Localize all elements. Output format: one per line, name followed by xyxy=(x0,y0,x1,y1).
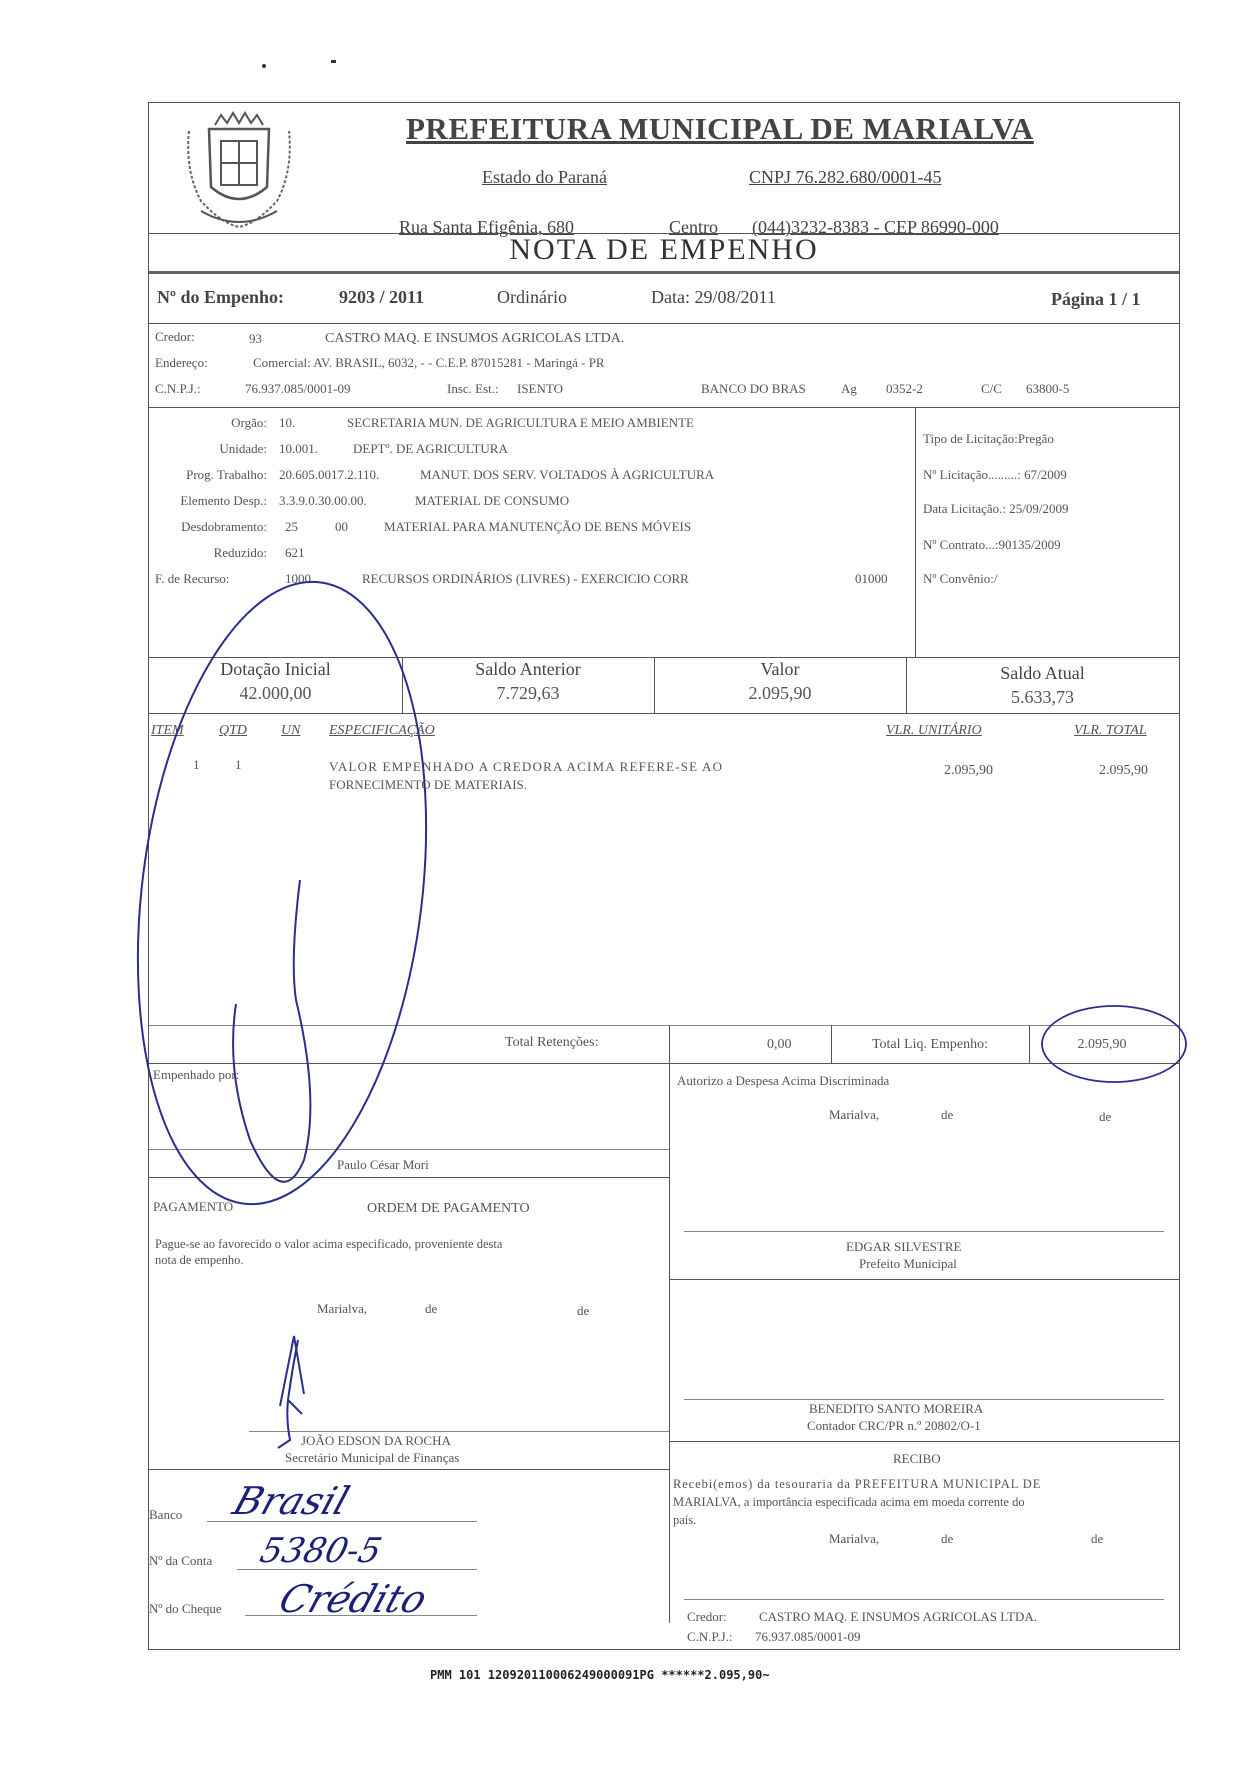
recibo-credor-name: CASTRO MAQ. E INSUMOS AGRICOLAS LTDA. xyxy=(759,1609,1037,1624)
recibo-de-2: de xyxy=(1091,1531,1104,1546)
recibo-text-2: MARIALVA, a importância especificada acima em moeda corrente do xyxy=(673,1495,1025,1509)
total-retencoes-label: Total Retenções: xyxy=(505,1035,599,1050)
prefeito-name: EDGAR SILVESTRE xyxy=(846,1239,962,1254)
bank-name: BANCO DO BRAS xyxy=(701,381,806,396)
valor-value: 2.095,90 xyxy=(748,683,812,703)
district: Centro xyxy=(669,217,718,237)
orgao-value: SECRETARIA MUN. DE AGRICULTURA E MEIO AMBIENTE xyxy=(347,415,694,430)
empenho-date: Data: 29/08/2011 xyxy=(651,287,776,307)
item-vlr-total: 2.095,90 xyxy=(1099,763,1148,778)
secretario-name: JOÃO EDSON DA ROCHA xyxy=(301,1433,451,1448)
saldo-atual-value: 5.633,73 xyxy=(1011,687,1074,707)
banco-label: Banco xyxy=(149,1507,183,1522)
tipo-licitacao: Tipo de Licitação:Pregão xyxy=(923,431,1054,446)
agency-label: Ag xyxy=(841,381,857,396)
contador-name: BENEDITO SANTO MOREIRA xyxy=(809,1401,984,1416)
valor-label: Valor xyxy=(760,659,800,679)
recibo-de-1: de xyxy=(941,1531,954,1546)
col-vlr-total: VLR. TOTAL xyxy=(1074,723,1147,738)
numero-licitacao: Nº Licitação.........: 67/2009 xyxy=(923,467,1067,482)
phone-cep: (044)3232-8383 - CEP 86990-000 xyxy=(752,217,999,237)
empenho-type: Ordinário xyxy=(497,287,567,307)
prefeito-role: Prefeito Municipal xyxy=(859,1256,957,1271)
fonte-code: 1000 xyxy=(285,571,311,586)
footer-barcode-text: PMM 101 120920110006249000091PG ******2.095,90~ xyxy=(430,1668,770,1682)
pagamento-de-1: de xyxy=(425,1301,438,1316)
prog-value: MANUT. DOS SERV. VOLTADOS À AGRICULTURA xyxy=(420,467,715,482)
total-retencoes-value: 0,00 xyxy=(767,1037,792,1052)
autorizo-de-2: de xyxy=(1099,1109,1112,1124)
col-item: ITEM xyxy=(151,723,184,738)
pagamento-label: PAGAMENTO xyxy=(153,1199,234,1214)
recibo-cnpj-label: C.N.P.J.: xyxy=(687,1629,733,1644)
item-number: 1 xyxy=(193,757,200,772)
credor-cnpj-label: C.N.P.J.: xyxy=(155,381,201,396)
recibo-text-1: Recebi(emos) da tesouraria da PREFEITURA MUNICIPAL DE xyxy=(673,1477,1042,1491)
reduzido-value: 621 xyxy=(285,545,305,560)
credor-label: Credor: xyxy=(155,329,195,344)
endereco-value: Comercial: AV. BRASIL, 6032, - - C.E.P. 87015281 - Maringá - PR xyxy=(253,355,605,370)
fonte-label: F. de Recurso: xyxy=(155,571,230,586)
recibo-city: Marialva, xyxy=(829,1531,880,1546)
secretario-role: Secretário Municipal de Finanças xyxy=(285,1450,460,1465)
page-title: PREFEITURA MUNICIPAL DE MARIALVA xyxy=(406,111,1034,146)
numero-convenio: Nº Convênio:/ xyxy=(923,571,998,586)
street-address: Rua Santa Efigênia, 680 xyxy=(399,217,574,237)
credor-name: CASTRO MAQ. E INSUMOS AGRICOLAS LTDA. xyxy=(325,331,625,346)
unidade-value: DEPTº. DE AGRICULTURA xyxy=(353,441,508,456)
item-description-line1: VALOR EMPENHADO A CREDORA ACIMA REFERE-SE AO xyxy=(329,759,724,774)
empenho-label: Nº do Empenho: xyxy=(157,287,284,307)
saldo-anterior-label: Saldo Anterior xyxy=(475,659,581,679)
prog-label: Prog. Trabalho: xyxy=(186,467,267,482)
item-description-line2: FORNECIMENTO DE MATERIAIS. xyxy=(329,777,528,792)
insc-label: Insc. Est.: xyxy=(447,381,499,396)
dotacao-inicial-value: 42.000,00 xyxy=(239,683,312,703)
unidade-code: 10.001. xyxy=(279,441,318,456)
recibo-cnpj: 76.937.085/0001-09 xyxy=(755,1629,861,1644)
pagamento-text-1: Pague-se ao favorecido o valor acima especificado, proveniente desta xyxy=(155,1237,503,1251)
elemento-label: Elemento Desp.: xyxy=(180,493,267,508)
agency-value: 0352-2 xyxy=(886,381,923,396)
total-liq-value: 2.095,90 xyxy=(1077,1037,1127,1052)
dotacao-inicial-label: Dotação Inicial xyxy=(220,659,331,679)
col-vlr-unitario: VLR. UNITÁRIO xyxy=(886,723,982,738)
cheque-handwritten: Crédito xyxy=(273,1577,433,1621)
recibo-text-3: país. xyxy=(673,1513,697,1527)
orgao-label: Orgão: xyxy=(231,415,267,430)
autorizo-de-1: de xyxy=(941,1107,954,1122)
recibo-label: RECIBO xyxy=(893,1451,941,1466)
pagamento-de-2: de xyxy=(577,1303,590,1318)
autorizo-city: Marialva, xyxy=(829,1107,880,1122)
pagamento-text-2: nota de empenho. xyxy=(155,1253,244,1267)
desdobramento-sub: 00 xyxy=(335,519,348,534)
col-especificacao: ESPECIFICAÇÃO xyxy=(329,723,435,738)
elemento-value: MATERIAL DE CONSUMO xyxy=(415,493,570,508)
credor-code: 93 xyxy=(249,331,262,346)
conta-label: Nº da Conta xyxy=(149,1553,213,1568)
cnpj: CNPJ 76.282.680/0001-45 xyxy=(749,167,942,187)
autorizo-text: Autorizo a Despesa Acima Discriminada xyxy=(677,1073,890,1088)
item-vlr-unitario: 2.095,90 xyxy=(944,763,993,778)
cheque-label: Nº do Cheque xyxy=(149,1601,222,1616)
conta-handwritten: 5380-5 xyxy=(256,1531,386,1571)
banco-handwritten: Brasil xyxy=(227,1479,355,1523)
saldo-anterior-value: 7.729,63 xyxy=(496,683,560,703)
unidade-label: Unidade: xyxy=(219,441,267,456)
pagamento-city: Marialva, xyxy=(317,1301,368,1316)
col-un: UN xyxy=(281,723,301,738)
elemento-code: 3.3.9.0.30.00.00. xyxy=(279,493,367,508)
total-liq-label: Total Liq. Empenho: xyxy=(871,1037,989,1052)
insc-value: ISENTO xyxy=(517,381,563,396)
empenho-number: 9203 / 2011 xyxy=(339,287,425,307)
document-title: NOTA DE EMPENHO xyxy=(509,233,819,266)
orgao-code: 10. xyxy=(279,415,296,430)
empenhado-por-name: Paulo César Mori xyxy=(337,1157,429,1172)
endereco-label: Endereço: xyxy=(155,355,208,370)
recibo-credor-label: Credor: xyxy=(687,1609,727,1624)
ordem-pagamento-label: ORDEM DE PAGAMENTO xyxy=(367,1201,530,1216)
fonte-number: 01000 xyxy=(855,571,888,586)
col-qtd: QTD xyxy=(219,723,248,738)
desdobramento-code: 25 xyxy=(285,519,298,534)
page-number: Página 1 / 1 xyxy=(1051,289,1141,309)
contador-role: Contador CRC/PR n.º 20802/O-1 xyxy=(807,1418,981,1433)
account-label: C/C xyxy=(981,381,1002,396)
state-name: Estado do Paraná xyxy=(482,167,607,187)
desdobramento-value: MATERIAL PARA MANUTENÇÃO DE BENS MÓVEIS xyxy=(384,519,692,534)
item-qtd: 1 xyxy=(235,757,242,772)
credor-cnpj: 76.937.085/0001-09 xyxy=(245,381,351,396)
saldo-atual-label: Saldo Atual xyxy=(1000,663,1085,683)
prog-code: 20.605.0017.2.110. xyxy=(279,467,380,482)
numero-contrato: Nº Contrato...:90135/2009 xyxy=(923,537,1061,552)
empenhado-por-label: Empenhado por: xyxy=(153,1067,240,1082)
reduzido-label: Reduzido: xyxy=(213,545,267,560)
account-value: 63800-5 xyxy=(1026,381,1070,396)
fonte-value: RECURSOS ORDINÁRIOS (LIVRES) - EXERCICIO CORR xyxy=(362,571,689,586)
data-licitacao: Data Licitação.: 25/09/2009 xyxy=(923,501,1069,516)
desdobramento-label: Desdobramento: xyxy=(181,519,267,534)
